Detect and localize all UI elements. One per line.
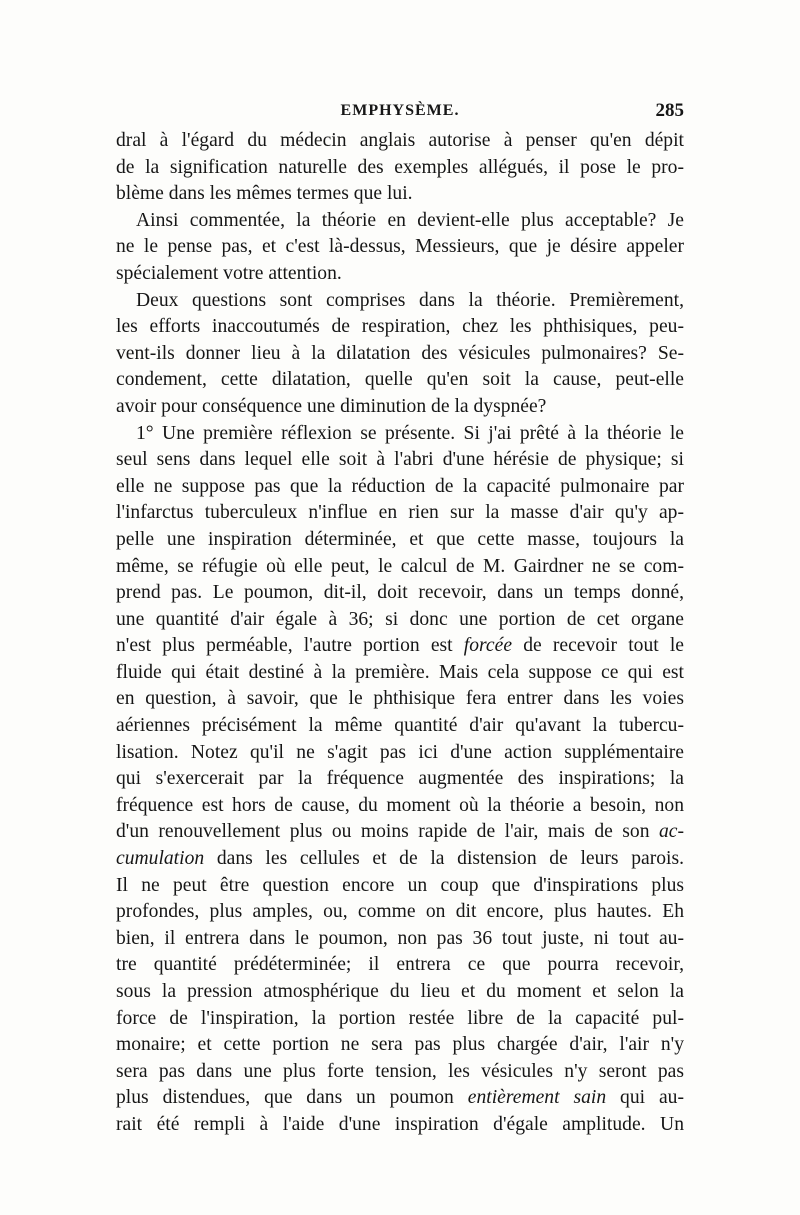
body-text [116,128,684,1139]
text-line: aériennes précisément la même quantité d'air qu'avant la tubercu- [116,715,684,737]
text-line: dral à l'égard du médecin anglais autorise à penser qu'en dépit [116,130,684,151]
text-line: bien, il entrera dans le poumon, non pas 36 tout juste, ni tout au- [116,927,684,949]
text-line: monaire; et cette portion ne sera pas plus chargée d'air, l'air n'y [116,1034,684,1056]
text-fragment: d'un renouvellement plus ou moins rapide de l'air, mais de son [116,821,659,843]
text-line: sous la pression atmosphérique du lieu et du moment et selon la [116,981,684,1002]
text-line [116,1085,684,1112]
text-line: de la signification naturelle des exemples allégués, il pose le pro- [116,156,684,178]
text-line: l'infarctus tuberculeux n'influe en rien sur la masse d'air qu'y ap- [116,502,684,524]
text-line: tre quantité prédéterminée; il entrera ce que pourra recevoir, [116,954,684,976]
text-line: elle ne suppose pas que la réduction de la capacité pulmonaire par [116,475,684,497]
text-line: les efforts inaccoutumés de respiration, chez les phthisiques, peu- [116,316,684,338]
text-line: condement, cette dilatation, quelle qu'en soit la cause, peut-elle [116,369,684,391]
running-head [116,100,684,126]
text-line: même, se réfugie où elle peut, le calcul de M. Gairdner ne se com- [116,555,684,577]
text-line: rait été rempli à l'aide d'une inspiration d'égale amplitude. Un [116,1113,684,1135]
italic-text: ac- [658,821,684,843]
text-line: seul sens dans lequel elle soit à l'abri d'une hérésie de physique; si [116,449,684,471]
italic-text: entièrement sain [467,1087,607,1109]
paragraph-first-line: Ainsi commentée, la théorie en devient-elle plus acceptable? Je [136,209,684,231]
text-line: avoir pour conséquence une diminution de la dyspnée? [116,395,547,417]
text-line: sera pas dans une plus forte tension, les vésicules n'y seront pas [116,1060,684,1082]
text-line: fluide qui était destiné à la première. Mais cela suppose ce qui est [116,661,684,683]
text-line: qui s'exercerait par la fréquence augmentée des inspirations; la [116,768,684,790]
text-line [116,846,684,873]
text-fragment: plus distendues, que dans un poumon [116,1087,468,1109]
text-line: une quantité d'air égale à 36; si donc une portion de cet organe [116,608,684,630]
italic-text: cumulation [116,848,205,870]
text-line: profondes, plus amples, ou, comme on dit encore, plus hautes. Eh [116,901,684,923]
text-line: Il ne peut être question encore un coup que d'inspirations plus [116,874,684,896]
text-fragment: dans les cellules et de la distension de leurs parois. [204,848,684,870]
text-line: vent-ils donner lieu à la dilatation des vésicules pulmonaires? Se- [116,342,684,364]
text-line: blème dans les mêmes termes que lui. [116,183,413,205]
text-line: pelle une inspiration déterminée, et que cette masse, toujours la [116,528,684,550]
page-number: 285 [655,100,684,121]
text-line: lisation. Notez qu'il ne s'agit pas ici d'une action supplémentaire [116,741,684,763]
text-line: ne le pense pas, et c'est là-dessus, Messieurs, que je désire appeler [116,236,684,258]
running-title: EMPHYSÈME. [340,102,460,119]
text-line: en question, à savoir, que le phthisique fera entrer dans les voies [116,688,684,710]
text-fragment: de recevoir tout le [512,635,684,657]
text-line: force de l'inspiration, la portion restée libre de la capacité pul- [116,1007,684,1029]
text-line: spécialement votre attention. [116,262,342,284]
italic-text: forcée [463,635,513,657]
text-line: fréquence est hors de cause, du moment où la théorie a besoin, non [116,794,684,816]
paragraph-first-line: Deux questions sont comprises dans la théorie. Premièrement, [136,289,684,311]
text-fragment: n'est plus perméable, l'autre portion est [116,635,464,657]
text-line [116,633,684,660]
text-fragment: qui au- [606,1087,685,1109]
text-line [116,819,684,846]
paragraph-first-line: 1° Une première réflexion se présente. Si j'ai prêté à la théorie le [136,422,684,444]
text-line: prend pas. Le poumon, dit-il, doit recevoir, dans un temps donné, [116,582,684,604]
